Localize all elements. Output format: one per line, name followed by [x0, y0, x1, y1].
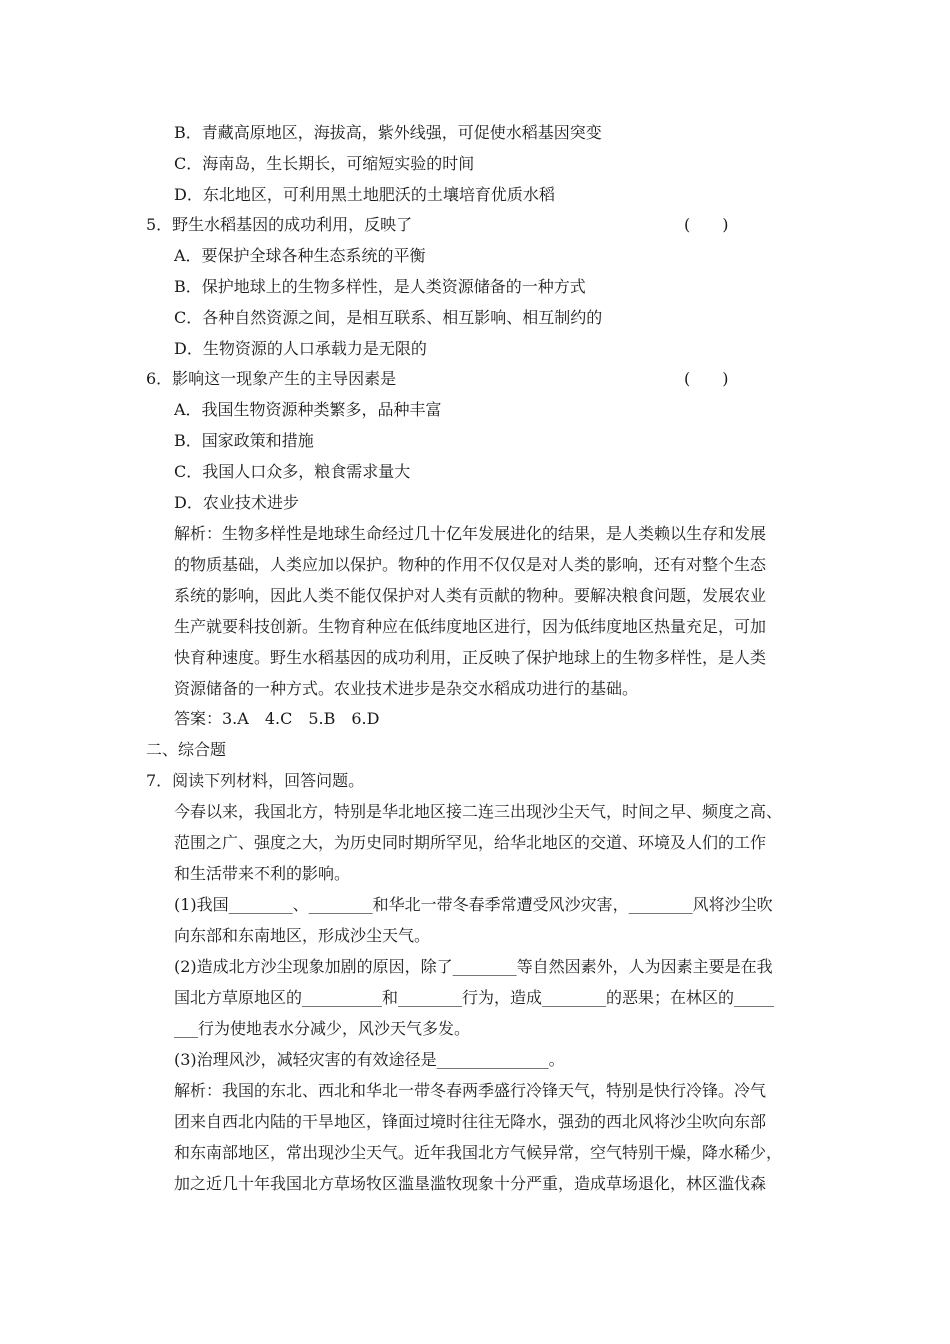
q5-option-d: D．生物资源的人口承载力是无限的 [174, 339, 427, 358]
section-heading: 二、综合题 [146, 740, 227, 759]
analysis-line: 和东南部地区，常出现沙尘天气。近年我国北方气候异常，空气特别干燥，降水稀少， [174, 1143, 783, 1162]
q7-sub3: (3)治理风沙，减轻灾害的有效途径是______________。 [174, 1050, 565, 1069]
analysis-line: 的物质基础，人类应加以保护。物种的作用不仅仅是对人类的影响，还有对整个生态 [174, 555, 767, 574]
q7-sub2-line: (2)造成北方沙尘现象加剧的原因，除了________等自然因素外，人为因素主要是在我 [174, 957, 773, 976]
q5-stem: 5．野生水稻基因的成功利用，反映了 [146, 215, 413, 234]
answer-key: 答案：3.A 4.C 5.B 6.D [174, 709, 380, 728]
analysis-line: 解析：生物多样性是地球生命经过几十亿年发展进化的结果，是人类赖以生存和发展 [174, 524, 767, 543]
analysis-line: 加之近几十年我国北方草场牧区滥垦滥牧现象十分严重，造成草场退化，林区滥伐森 [174, 1174, 767, 1193]
q6-answer-blank: ( ) [684, 369, 729, 388]
q7-sub2-line: ___行为使地表水分减少，风沙天气多发。 [174, 1019, 471, 1038]
q7-sub1-line: 向东部和东南地区，形成沙尘天气。 [174, 926, 431, 945]
q7-material-line: 范围之广、强度之大，为历史同时期所罕见，给华北地区的交道、环境及人们的工作 [174, 833, 767, 852]
analysis-line: 快育种速度。野生水稻基因的成功利用，正反映了保护地球上的生物多样性，是人类 [174, 648, 767, 667]
q7-material-line: 和生活带来不利的影响。 [174, 864, 351, 883]
analysis-line: 资源储备的一种方式。农业技术进步是杂交水稻成功进行的基础。 [174, 679, 639, 698]
q5-option-b: B．保护地球上的生物多样性，是人类资源储备的一种方式 [174, 277, 586, 296]
q4-option-b: B．青藏高原地区，海拔高，紫外线强，可促使水稻基因突变 [174, 123, 602, 142]
q6-option-c: C．我国人口众多，粮食需求量大 [174, 462, 411, 481]
q7-sub1-line: (1)我国________、________和华北一带冬春季常遭受风沙灾害，________风将沙尘吹 [174, 895, 773, 914]
analysis-line: 系统的影响，因此人类不能仅保护对人类有贡献的物种。要解决粮食问题，发展农业 [174, 586, 767, 605]
q5-answer-blank: ( ) [684, 215, 729, 234]
q6-option-d: D．农业技术进步 [174, 493, 299, 512]
q5-option-c: C．各种自然资源之间，是相互联系、相互影响、相互制约的 [174, 308, 603, 327]
q5-option-a: A．要保护全球各种生态系统的平衡 [174, 246, 426, 265]
analysis-line: 团来自西北内陆的干旱地区，锋面过境时往往无降水，强劲的西北风将沙尘吹向东部 [174, 1112, 767, 1131]
q7-material-line: 今春以来，我国北方，特别是华北地区接二连三出现沙尘天气，时间之早、频度之高、 [174, 802, 783, 821]
analysis-line: 解析：我国的东北、西北和华北一带冬春两季盛行冷锋天气，特别是快行冷锋。冷气 [174, 1081, 767, 1100]
q7-sub2-line: 国北方草原地区的__________和________行为，造成________的恶果；在林区的_____ [174, 988, 775, 1007]
q7-stem: 7．阅读下列材料，回答问题。 [146, 771, 365, 790]
q4-option-d: D．东北地区，可利用黑土地肥沃的土壤培育优质水稻 [174, 185, 555, 204]
q4-option-c: C．海南岛，生长期长，可缩短实验的时间 [174, 154, 475, 173]
q6-option-a: A．我国生物资源种类繁多，品种丰富 [174, 400, 442, 419]
analysis-line: 生产就要科技创新。生物育种应在低纬度地区进行，因为低纬度地区热量充足，可加 [174, 617, 767, 636]
q6-stem: 6．影响这一现象产生的主导因素是 [146, 369, 397, 388]
q6-option-b: B．国家政策和措施 [174, 431, 314, 450]
